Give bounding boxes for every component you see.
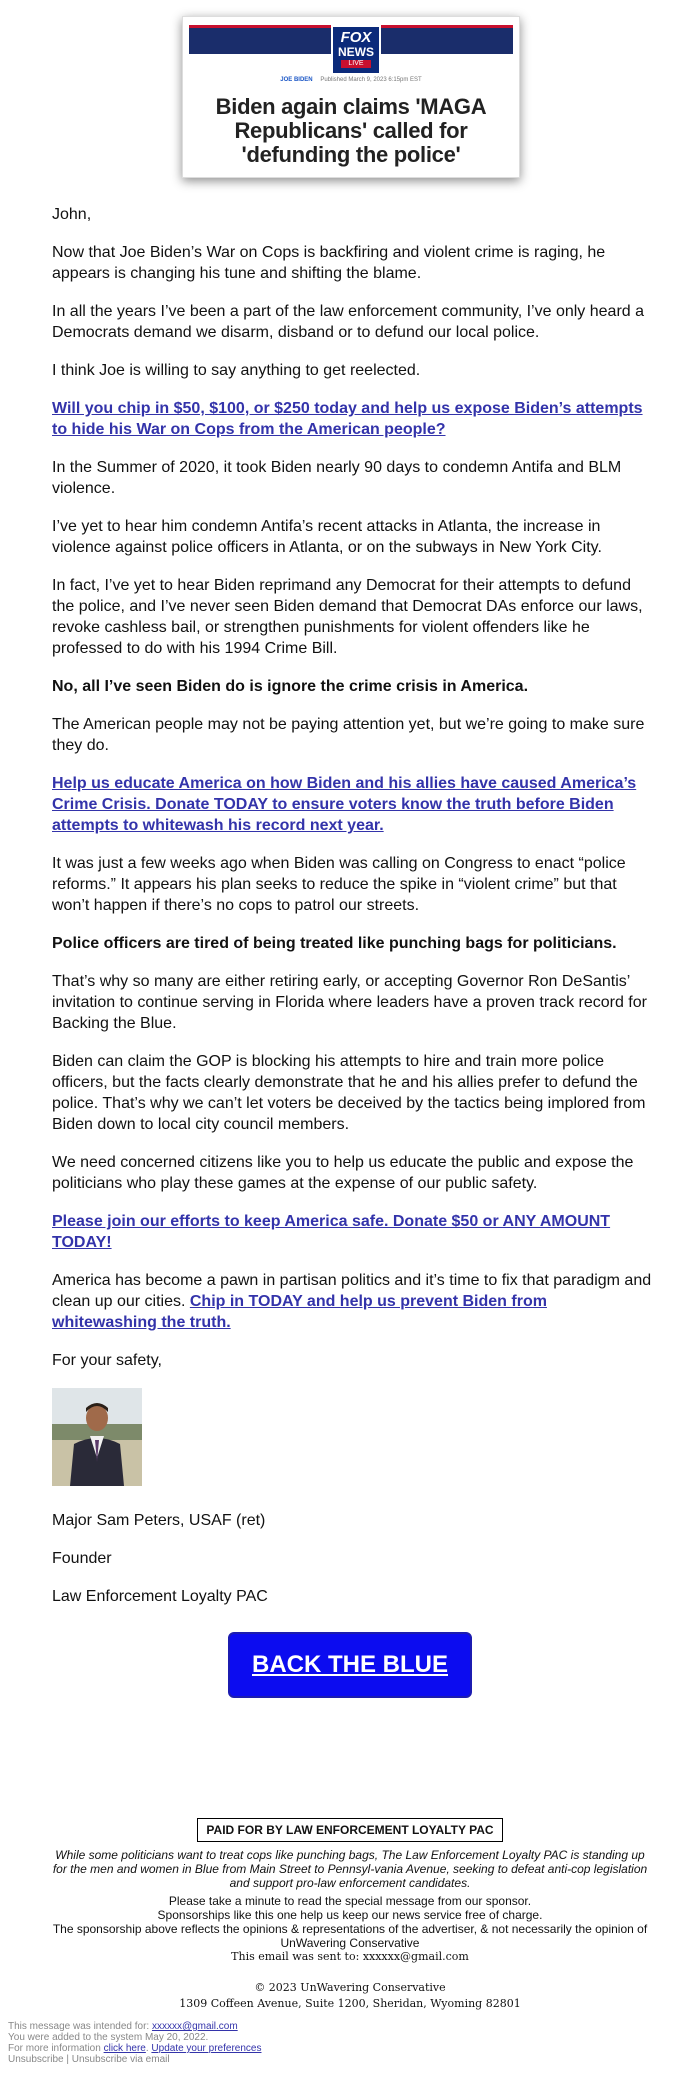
article-meta: [183, 77, 519, 83]
sponsor-line-3: The sponsorship above reflects the opinions & representations of the advertiser, & not necessarily the opinion of UnWavering Conservative: [52, 1922, 648, 1950]
bold-statement: No, all I’ve seen Biden do is ignore the crime crisis in America.: [52, 678, 529, 695]
news-header-card: [182, 16, 520, 178]
letter-body: [52, 204, 652, 1624]
signer-title: Founder: [52, 1550, 112, 1567]
paragraph: In the Summer of 2020, it took Biden nearly 90 days to condemn Antifa and BLM violence.: [52, 459, 622, 497]
more-info-line: For more information click here. Update your preferences: [8, 2043, 262, 2054]
fine-print: [8, 2021, 261, 2065]
separator: |: [66, 2054, 69, 2065]
paragraph: The American people may not be paying attention yet, but we’re going to make sure they do.: [52, 716, 645, 754]
sent-to-label: This email was sent to:: [231, 1950, 360, 1963]
closing: For your safety,: [52, 1352, 162, 1369]
paid-for-box: PAID FOR BY LAW ENFORCEMENT LOYALTY PAC: [197, 1818, 502, 1842]
signer-name: Major Sam Peters, USAF (ret): [52, 1512, 266, 1529]
paragraph: I think Joe is willing to say anything to get reelected.: [52, 362, 421, 379]
article-published: Published March 9, 2023 6:15pm EST: [320, 77, 422, 83]
sent-to-line: [30, 1950, 670, 1964]
paragraph: We need concerned citizens like you to help us educate the public and expose the politicians who play these games at the expense of our public safety.: [52, 1154, 634, 1192]
donate-link-1[interactable]: Will you chip in $50, $100, or $250 today and help us expose Biden’s attempts to hide his War on Cops from the American people?: [52, 400, 643, 438]
unsubscribe-email-link[interactable]: Unsubscribe via email: [71, 2054, 170, 2065]
logo-text-top: FOX: [340, 29, 372, 46]
copyright: © 2023 UnWavering Conservative: [254, 1981, 446, 1994]
paragraph: Biden can claim the GOP is blocking his attempts to hire and train more police officers, but the facts clearly demonstrate that he and his allies prefer to defund the police. That’s why we can’t let voters be deceived by the tactics being implored from Biden down to local city council members.: [52, 1053, 646, 1133]
paragraph: Now that Joe Biden’s War on Cops is backfiring and violent crime is raging, he appears is changing his tune and shifting the blame.: [52, 244, 606, 282]
sent-to-email: xxxxxx@gmail.com: [362, 1950, 469, 1963]
click-here-link[interactable]: click here: [103, 2043, 146, 2054]
sponsor-line-2: Sponsorships like this one help us keep our news service free of charge.: [157, 1908, 543, 1922]
update-preferences-link[interactable]: Update your preferences: [151, 2043, 262, 2054]
fox-news-logo: [331, 25, 381, 75]
unsubscribe-link[interactable]: Unsubscribe: [8, 2054, 64, 2065]
signer-org: Law Enforcement Loyalty PAC: [52, 1588, 268, 1605]
signer-photo: [52, 1388, 142, 1486]
paragraph: It was just a few weeks ago when Biden was calling on Congress to enact “police reforms.” It appears his plan seeks to reduce the spike in “violent crime” but that won’t happen if there’s no cops to patrol our streets.: [52, 855, 626, 914]
intended-label: This message was intended for:: [8, 2021, 150, 2032]
disclaimer: While some politicians want to treat cops like punching bags, The Law Enforcement Loyalty PAC is standing up for the men and women in Blue from Main Street to Pennsyl-vania Avenue, seeking to defeat anti-cop legislation and support pro-law enforcement candidates.: [52, 1848, 648, 1890]
donate-link-2[interactable]: Help us educate America on how Biden and his allies have caused America’s Crime Crisis. Donate TODAY to ensure voters know the truth before Biden attempts to whitewash his record next year.: [52, 775, 637, 834]
paragraph: I’ve yet to hear him condemn Antifa’s recent attacks in Atlanta, the increase in violence against police officers in Atlanta, or on the subways in New York City.: [52, 518, 602, 556]
paragraph-with-link: [52, 1270, 652, 1333]
added-line: You were added to the system May 20, 2022.: [8, 2032, 209, 2043]
email-footer: [30, 1818, 670, 2012]
intended-email-link[interactable]: xxxxxx@gmail.com: [151, 2021, 238, 2032]
bold-statement: Police officers are tired of being treated like punching bags for politicians.: [52, 935, 617, 952]
paragraph-text: America has become a pawn in partisan politics and it’s time to fix that paradigm and clean up our cities.: [52, 1272, 652, 1310]
unsubscribe-line: [8, 2054, 261, 2065]
sponsor-line-1: Please take a minute to read the special message from our sponsor.: [168, 1894, 532, 1908]
back-the-blue-button[interactable]: BACK THE BLUE: [228, 1632, 472, 1698]
article-section: JOE BIDEN: [280, 77, 313, 83]
more-info-label: For more information: [8, 2043, 101, 2054]
article-headline: Biden again claims 'MAGA Republicans' called for 'defunding the police': [215, 94, 487, 167]
donate-link-4[interactable]: Chip in TODAY and help us prevent Biden from whitewashing the truth.: [52, 1293, 547, 1331]
logo-text-bottom: NEWS: [338, 45, 374, 59]
greeting: John,: [52, 206, 92, 223]
paragraph: In all the years I’ve been a part of the law enforcement community, I’ve only heard a Democrats demand we disarm, disband or to defund our local police.: [52, 303, 645, 341]
cta-container: [0, 1632, 700, 1698]
intended-line: [8, 2021, 261, 2032]
paragraph: That’s why so many are either retiring early, or accepting Governor Ron DeSantis’ invitation to continue serving in Florida where leaders have a proven track record for Backing the Blue.: [52, 973, 647, 1032]
paragraph: In fact, I’ve yet to hear Biden reprimand any Democrat for their attempts to defund the police, and I’ve never seen Biden demand that Democrat DAs enforce our laws, revoke cashless bail, or strengthen punishments for violent offenders like he professed to do with his 1994 Crime Bill.: [52, 577, 643, 657]
postal-address: 1309 Coffeen Avenue, Suite 1200, Sheridan, Wyoming 82801: [179, 1997, 521, 2010]
donate-link-3[interactable]: Please join our efforts to keep America safe. Donate $50 or ANY AMOUNT TODAY!: [52, 1213, 611, 1251]
copyright-block: [30, 1980, 670, 2012]
logo-live-tag: LIVE: [341, 60, 371, 68]
